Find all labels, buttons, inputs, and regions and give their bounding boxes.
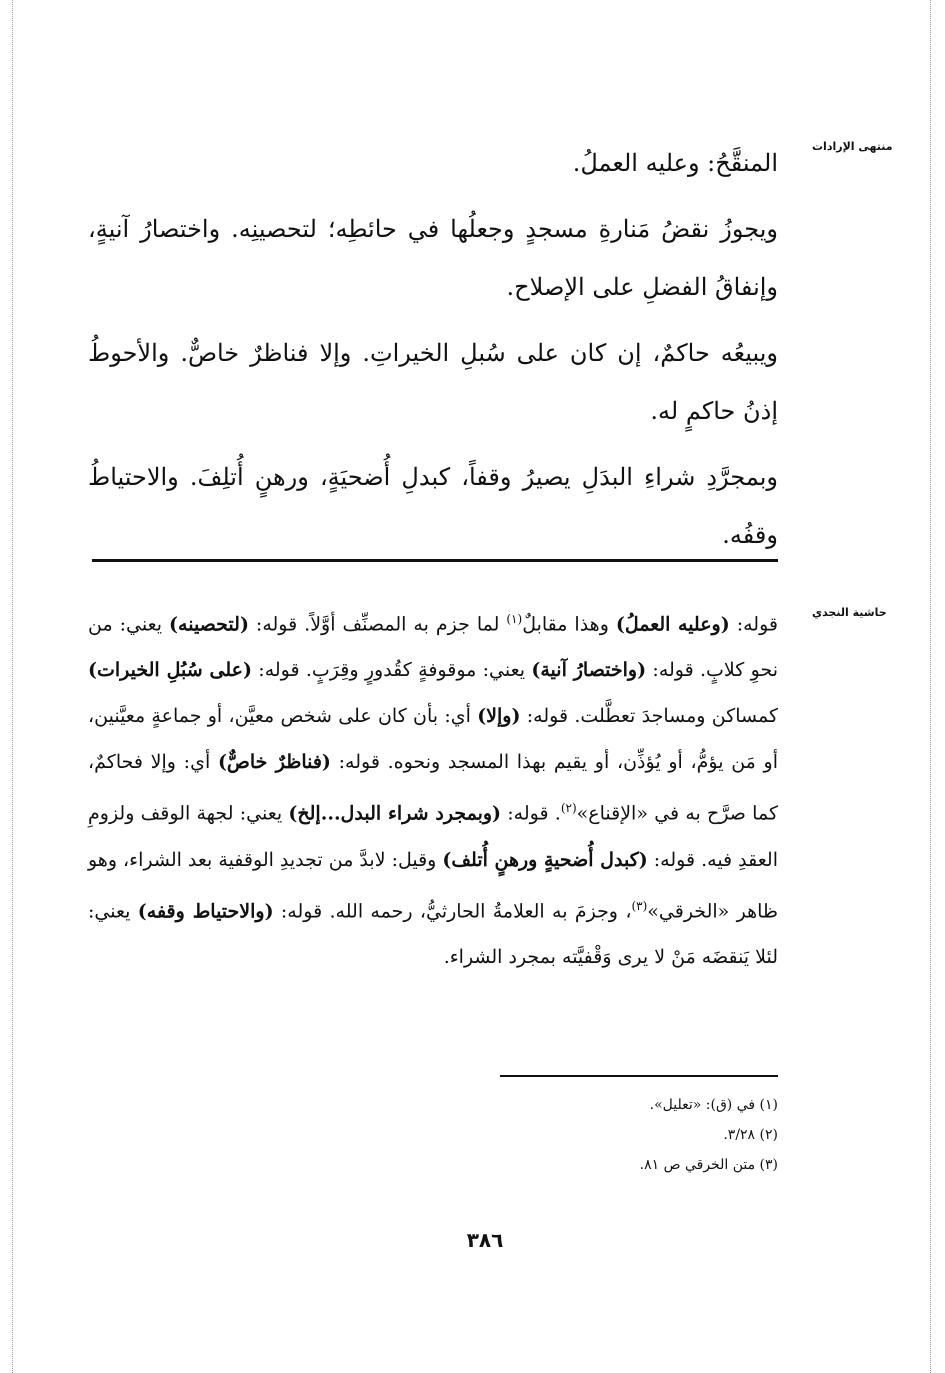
commentary-segment: أي: وإلا فحاكمٌ، كما صرَّح به في «الإقناع»	[88, 751, 778, 825]
commentary-segment: كمساكن ومساجدَ تعطَّلت. قوله:	[520, 705, 779, 728]
commentary-segment: يعني: لئلا يَنقضَه مَنْ لا يرى وَقْفيَّته بمجرد الشراء.	[88, 899, 778, 968]
main-paragraph: وبمجرَّدِ شراءِ البدَلِ يصيرُ وقفاً، كبدلِ أُضحيَةٍ، ورهنٍ أُتلِفَ. والاحتياطُ وقفُه.	[88, 463, 778, 549]
commentary-quoted-term: (واختصارُ آنية)	[531, 659, 647, 682]
commentary-segment: وهذا مقابلٌ	[522, 613, 616, 636]
commentary-quoted-term: (والاحتياط وقفه)	[137, 899, 274, 922]
commentary-quoted-term: (على سُبُلِ الخيرات)	[88, 659, 252, 682]
side-label-commentary: حاشية النجدي	[812, 606, 887, 619]
footnote-ref: (١)	[506, 612, 523, 626]
commentary-segment: . قوله:	[501, 802, 561, 825]
commentary-quoted-term: (كبدل أُضحيةٍ ورهنٍ أُتلف)	[442, 848, 648, 871]
commentary-segment: أي: بأن كان على شخص معيَّن، أو جماعةٍ معيَّنين، أو مَن يؤمُّ، أو يُؤذِّن، أو يقيم بهذا المسجد ونحوه. قوله:	[88, 705, 779, 774]
main-paragraph: المنقَّحُ: وعليه العملُ.	[572, 149, 778, 177]
commentary-text	[88, 596, 778, 980]
footnote-ref: (٣)	[631, 898, 648, 913]
commentary-quoted-term: (وبمجرد شراء البدل...إلخ)	[288, 802, 502, 825]
main-text	[88, 134, 778, 572]
footnote: (٢) ٣/٢٨.	[723, 1127, 778, 1143]
footnote-ref: (٢)	[560, 801, 577, 816]
commentary-segment: لما جزم به المصنِّف أوَّلاً. قوله:	[248, 613, 507, 636]
commentary-segment: قوله:	[729, 613, 778, 636]
main-paragraph: ويبيعُه حاكمٌ، إن كان على سُبلِ الخيراتِ. وإلا فناظرٌ خاصٌّ. والأحوطُ إذنُ حاكمٍ له.	[88, 339, 778, 425]
commentary-quoted-term: (وعليه العملُ)	[615, 613, 730, 636]
commentary-quoted-term: (فناظرٌ خاصٌّ)	[217, 751, 331, 774]
section-divider	[92, 559, 778, 562]
side-label-main-text: منتهى الإرادات	[812, 140, 893, 153]
commentary-quoted-term: (وإلا)	[477, 705, 521, 728]
footnotes	[400, 1090, 778, 1180]
commentary-segment: يعني: من نحوِ كلابٍ. قوله:	[88, 613, 778, 682]
commentary-quoted-term: (لتحصينه)	[169, 613, 249, 636]
commentary-segment: وقيل: لابدَّ من تجديدِ الوقفية بعد الشراء، وهو ظاهر «الخرقي»	[87, 848, 779, 922]
commentary-segment: ، وجزمَ به العلامةُ الحارثيُّ، رحمه الله. قوله:	[273, 899, 632, 922]
footnote-divider	[500, 1075, 778, 1077]
commentary-segment: يعني: لجهة الوقف ولزومِ العقدِ فيه. قوله:	[88, 802, 778, 871]
footnote: (٣) متن الخرقي ص ٨١.	[639, 1157, 778, 1173]
commentary-segment: يعني: موقوفةٍ كقُدورٍ وقِرَبٍ. قوله:	[251, 659, 532, 682]
main-paragraph: ويجوزُ نقضُ مَنارةِ مسجدٍ وجعلُها في حائطِه؛ لتحصينِه. واختصارُ آنيةٍ، وإنفاقُ الفضلِ على الإصلاح.	[88, 215, 778, 301]
footnote: (١) في (ق): «تعليل».	[649, 1097, 778, 1113]
left-border-dots	[12, 0, 13, 1373]
page-number: ٣٨٦	[466, 1228, 504, 1252]
right-border-dots	[930, 0, 931, 1373]
